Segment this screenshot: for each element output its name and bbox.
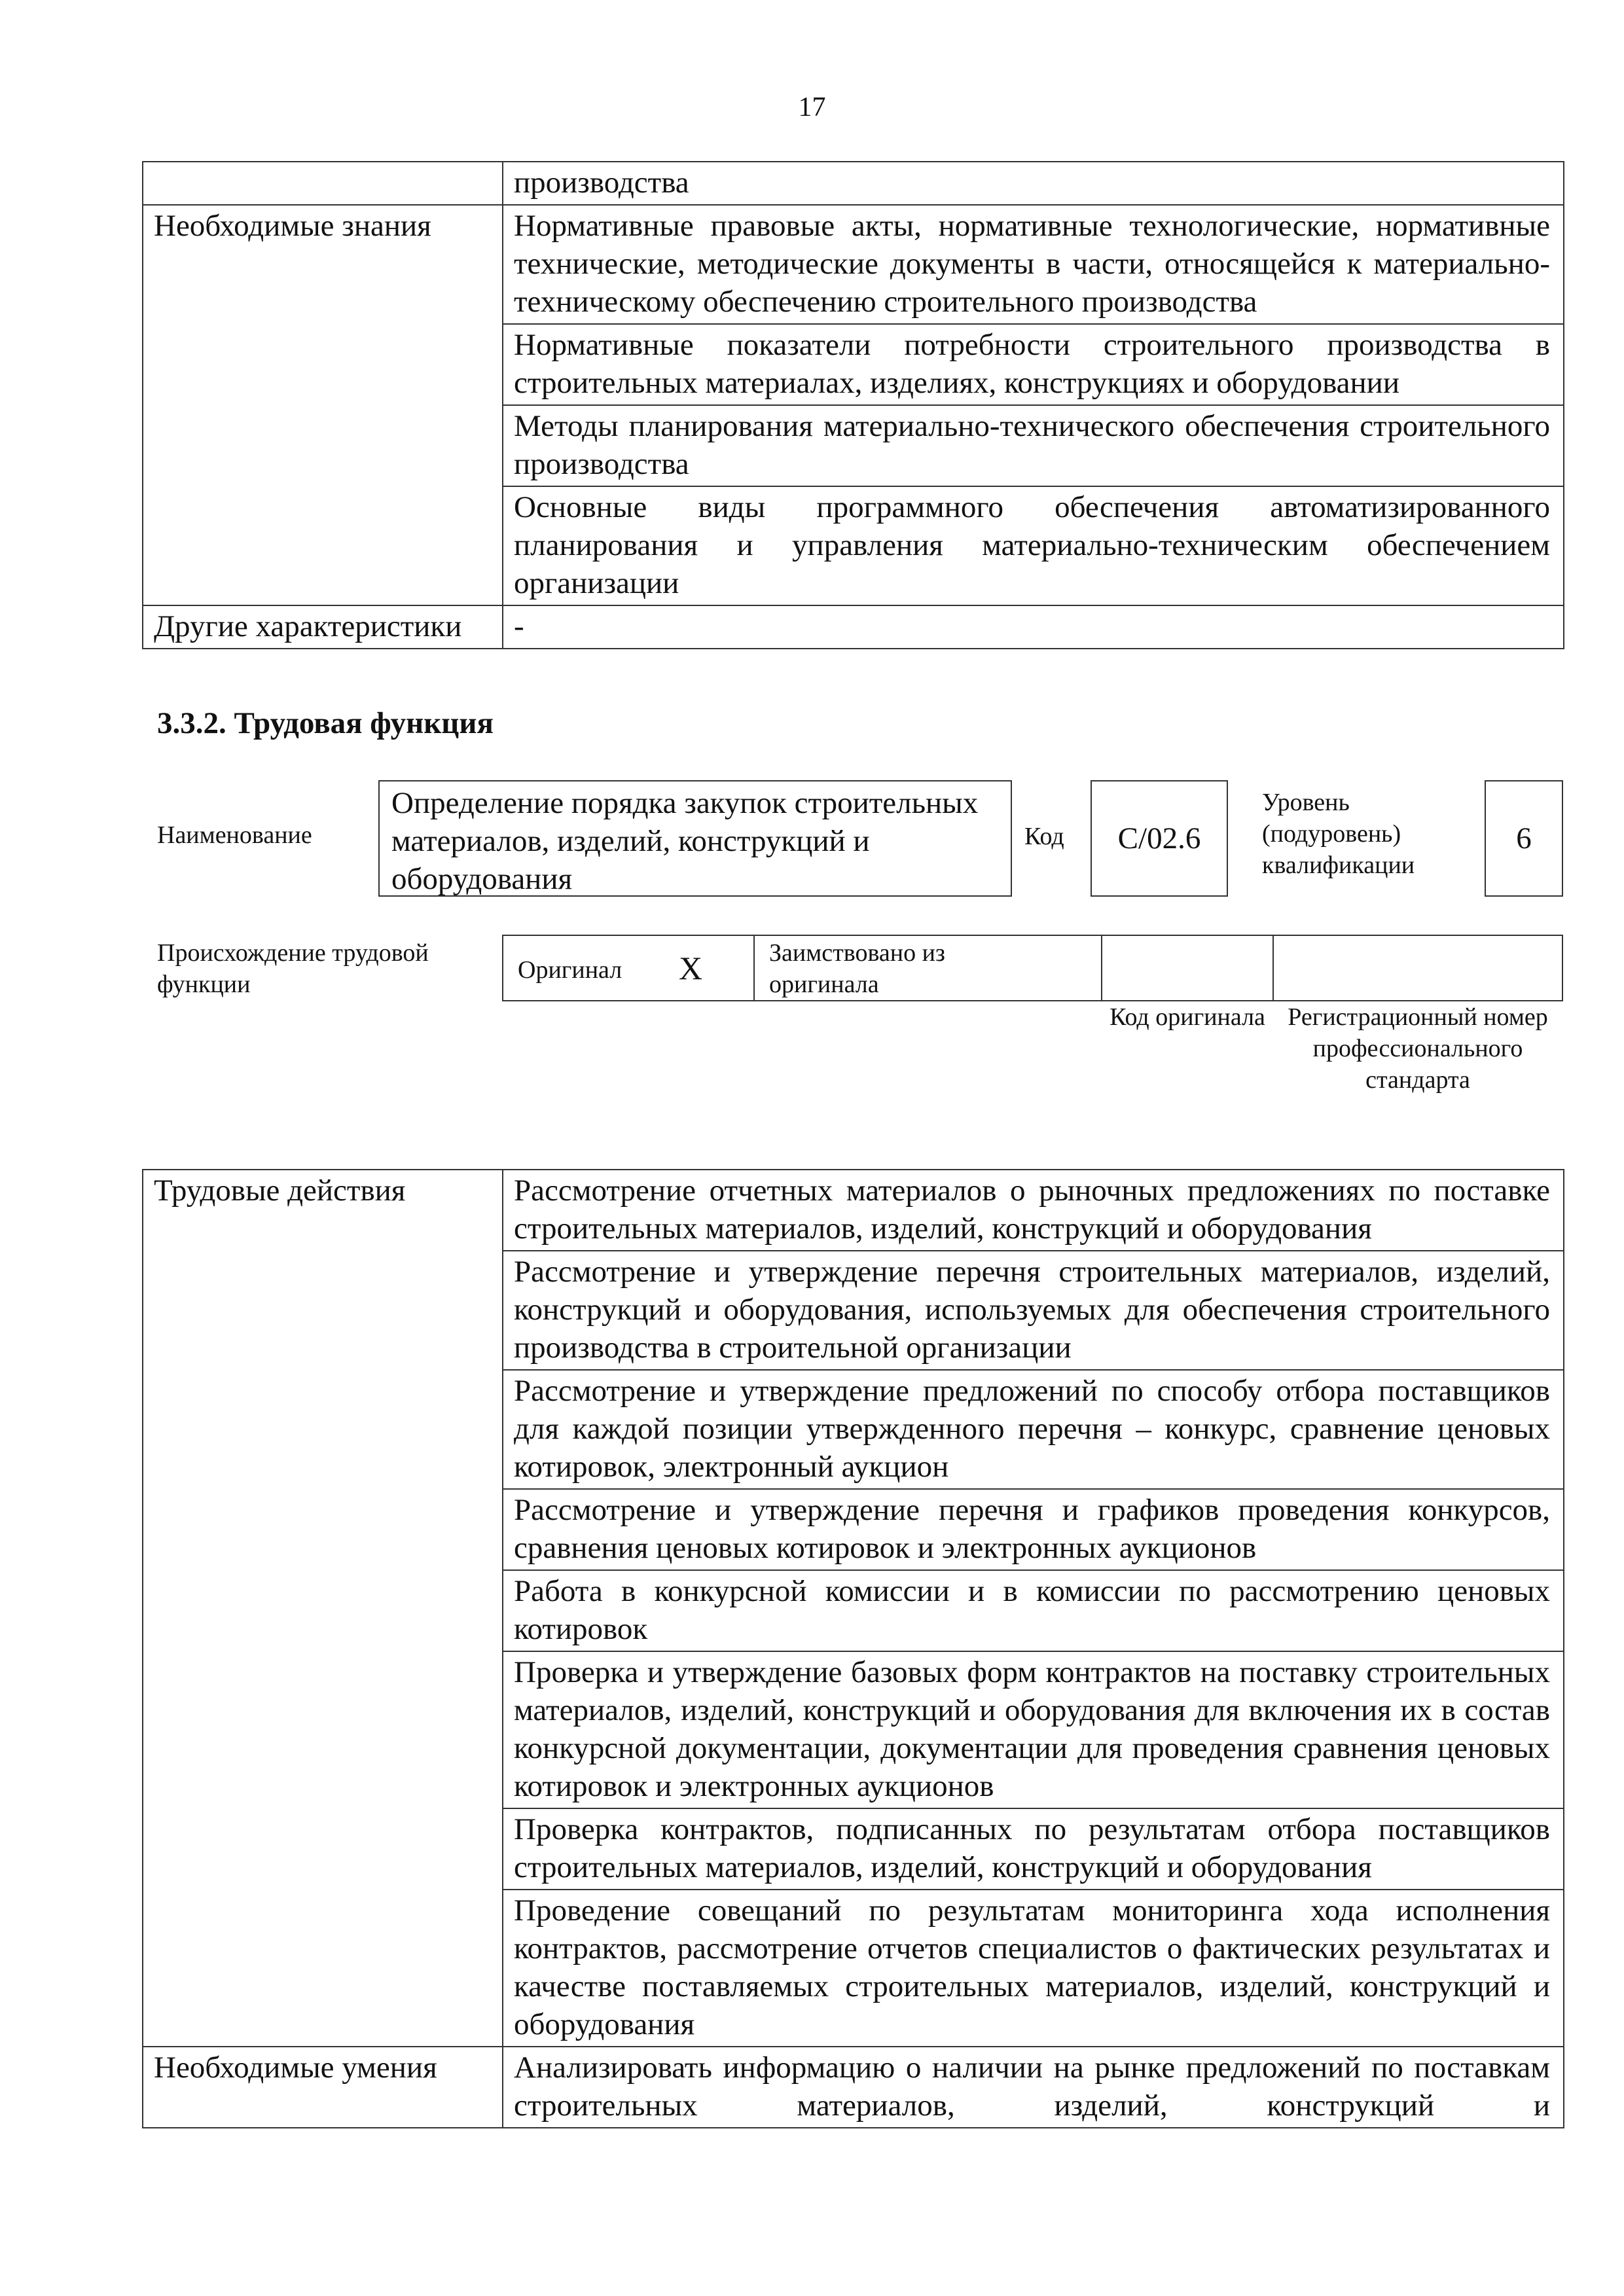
reg-number-box: [1272, 935, 1563, 1001]
actions-table: [142, 1169, 1564, 2128]
action-item: Рассмотрение и утверждение предложений по способу отбора поставщиков для каждой позиции утвержденного перечня – конкурс, сравнение ценовых котировок, электронный аукцион: [503, 1370, 1564, 1489]
knowledge-item: Нормативные правовые акты, нормативные технологические, нормативные технические, методические документы в части, относящейся к материально-техническому обеспечению строительного производства: [503, 205, 1564, 324]
action-item: Рассмотрение и утверждение перечня строительных материалов, изделий, конструкций и оборудования, используемых для обеспечения строительного производства в строительной организации: [503, 1251, 1564, 1370]
table-row: [143, 1170, 1564, 1251]
skill-item: Анализировать информацию о наличии на рынке предложений по поставкам строительных материалов, изделий, конструкций и: [503, 2047, 1564, 2128]
code-label: Код: [1024, 823, 1064, 850]
other-value: -: [503, 605, 1564, 649]
section-heading: 3.3.2. Трудовая функция: [157, 706, 494, 740]
knowledge-item: Нормативные показатели потребности строительного производства в строительных материалах, изделиях, конструкциях и оборудовании: [503, 324, 1564, 405]
actions-label: Трудовые действия: [143, 1170, 503, 2047]
original-mark: X: [679, 950, 703, 986]
skills-label: Необходимые умения: [143, 2047, 503, 2128]
other-label: Другие характеристики: [143, 605, 503, 649]
knowledge-item: Основные виды программного обеспечения автоматизированного планирования и управления материально-техническим обеспечением организации: [503, 486, 1564, 605]
name-label: Наименование: [157, 821, 312, 849]
borrowed-label: Заимствовано из оригинала: [769, 939, 945, 998]
level-label: Уровень (подуровень) квалификации: [1262, 789, 1415, 879]
borrowed-box: [753, 935, 1102, 1001]
table-cell-empty: [143, 162, 503, 205]
action-item: Проведение совещаний по результатам мониторинга хода исполнения контрактов, рассмотрение отчетов специалистов о фактических результатах и качестве поставляемых строительных материалов, изделий, конструкций и оборудования: [503, 1890, 1564, 2047]
origin-label: Происхождение трудовой функции: [157, 939, 429, 998]
knowledge-item: Методы планирования материально-технического обеспечения строительного производства: [503, 405, 1564, 486]
table-cell: производства: [503, 162, 1564, 205]
code-original-caption: Код оригинала: [1110, 1003, 1265, 1031]
original-label: Оригинал: [518, 956, 623, 984]
action-item: Проверка и утверждение базовых форм контрактов на поставку строительных материалов, изделий, конструкций и оборудования для включения их в состав конкурсной документации, документации для проведения сравнения ценовых котировок и электронных аукционов: [503, 1651, 1564, 1808]
knowledge-table: [142, 161, 1564, 649]
code-original-box: [1101, 935, 1274, 1001]
table-row: [143, 162, 1564, 205]
action-item: Проверка контрактов, подписанных по результатам отбора поставщиков строительных материалов, изделий, конструкций и оборудования: [503, 1808, 1564, 1890]
action-item: Работа в конкурсной комиссии и в комиссии по рассмотрению ценовых котировок: [503, 1570, 1564, 1651]
page-number: 17: [798, 92, 826, 122]
original-box: [502, 935, 755, 1001]
table-row: [143, 605, 1564, 649]
level-value: 6: [1485, 780, 1563, 897]
table-row: [143, 2047, 1564, 2128]
action-item: Рассмотрение и утверждение перечня и графиков проведения конкурсов, сравнения ценовых котировок и электронных аукционов: [503, 1489, 1564, 1570]
action-item: Рассмотрение отчетных материалов о рыночных предложениях по поставке строительных материалов, изделий, конструкций и оборудования: [503, 1170, 1564, 1251]
table-row: [143, 205, 1564, 324]
knowledge-label: Необходимые знания: [143, 205, 503, 605]
code-value: C/02.6: [1091, 780, 1228, 897]
name-value: Определение порядка закупок строительных материалов, изделий, конструкций и оборудования: [378, 780, 1012, 897]
reg-number-caption: Регистрационный номер профессионального стандарта: [1288, 1003, 1548, 1094]
